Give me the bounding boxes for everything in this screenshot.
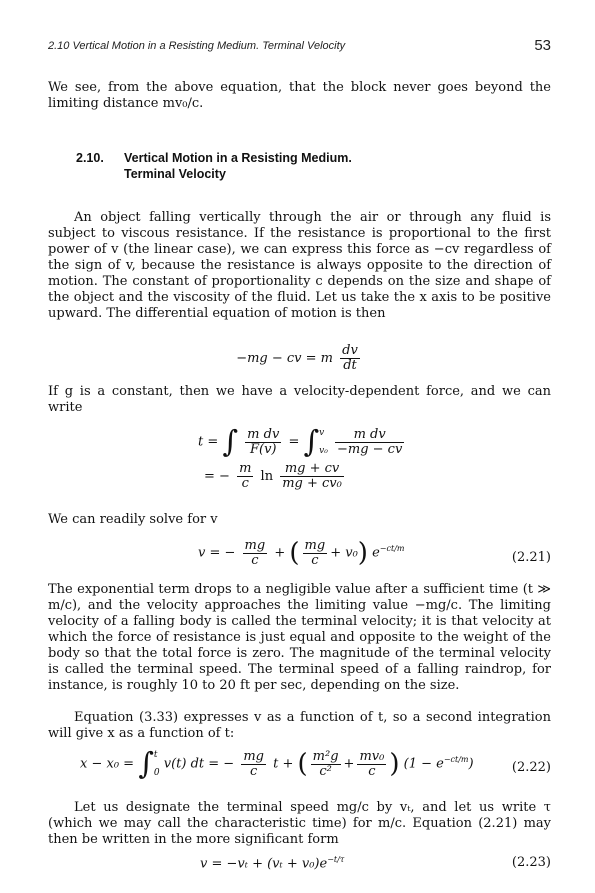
paragraph-terminal-velocity: The exponential term drops to a negligible value after a sufficient time (t ≫ m/c), and the velocity approaches the limiting value −mg/c. The limiting velocity of a falling body is called the terminal velocity; it is that velocity at which the force of resistance is just equal and opposite to the weight of the body so that the total force is zero. The magnitude of the terminal velocity is called the terminal speed. The terminal speed of a falling raindrop, for instance, is roughly 10 to 20 ft per sec, depending on the size.	[48, 582, 551, 693]
intro-paragraph: We see, from the above equation, that the block never goes beyond the limiting distance mv₀/c.	[48, 80, 551, 111]
running-title: 2.10 Vertical Motion in a Resisting Medium. Terminal Velocity	[48, 40, 346, 52]
running-head	[48, 37, 551, 58]
equation-2-23: $v = -v_t + (v_t + v_0)e^{-t/\tau}$ (2.23)	[200, 855, 551, 872]
equation-2-21: v = − $\frac{mg}{c}$ + ( $\frac{mg}{c}$ + v₀) $e^{-ct/m}$ (2.21)	[198, 537, 551, 568]
paragraph-velocity-force: If g is a constant, then we have a velocity-dependent force, and we can write	[48, 384, 551, 415]
paragraph-viscous-resistance: An object falling vertically through the air or through any fluid is subject to viscous resistance. If the resistance is proportional to the first power of v (the linear case), we can express this force as −cv regardless of the sign of v, because the resistance is always opposite to the direction of motion. The constant of proportionality c depends on the size and shape of the object and the viscosity of the fluid. Let us take the x axis to be positive upward. The differential equation of motion is then	[48, 210, 551, 321]
fraction-dv-dt: $\frac{dv}{dt}$	[342, 343, 358, 373]
equation-number-2-21: (2.21)	[511, 550, 551, 565]
page-number: 53	[534, 37, 551, 54]
equation-2-22: x − x₀ = ∫ t 0 v(t) dt = − $\frac{mg}{c}$ t + ( $\frac{\text{m²g}}{\text{c²}}$ + $\frac{\text{mv₀}}{c}$ ) $(1 - e^{-ct/m})$ (2.22)	[80, 746, 551, 782]
equation-number-2-23: (2.23)	[511, 855, 551, 870]
section-title-line1: Vertical Motion in a Resisting Medium.	[124, 151, 352, 165]
equation-number-2-22: (2.22)	[511, 760, 551, 775]
paragraph-characteristic-time: Let us designate the terminal speed mg/c by vₜ, and let us write τ (which we may call the characteristic time) for m/c. Equation (2.21) may then be written in the more significant form	[48, 800, 551, 847]
section-number: 2.10.	[76, 151, 104, 165]
paragraph-second-integration: Equation (3.33) expresses v as a function of t, so a second integration will give x as a function of t:	[48, 710, 551, 741]
integral-sign: ∫	[222, 424, 239, 460]
equation-of-motion: −mg − cv = m $\frac{dv}{dt}$	[236, 343, 358, 373]
solve-for-v-text: We can readily solve for v	[48, 512, 218, 527]
equation-integral: t = ∫ $\frac{\text{m dv}}{F(v)}$ = ∫ v v₀ $\frac{\text{m dv}}{-mg - cv}$ = − $\frac{m}{c}$ ln $\frac{mg + cv}{\text{mg + cv₀}}$	[198, 424, 403, 491]
integral-sign-definite: ∫	[303, 424, 320, 460]
section-heading	[76, 150, 536, 182]
book-page	[48, 0, 551, 893]
section-title-line2: Terminal Velocity	[124, 167, 226, 181]
